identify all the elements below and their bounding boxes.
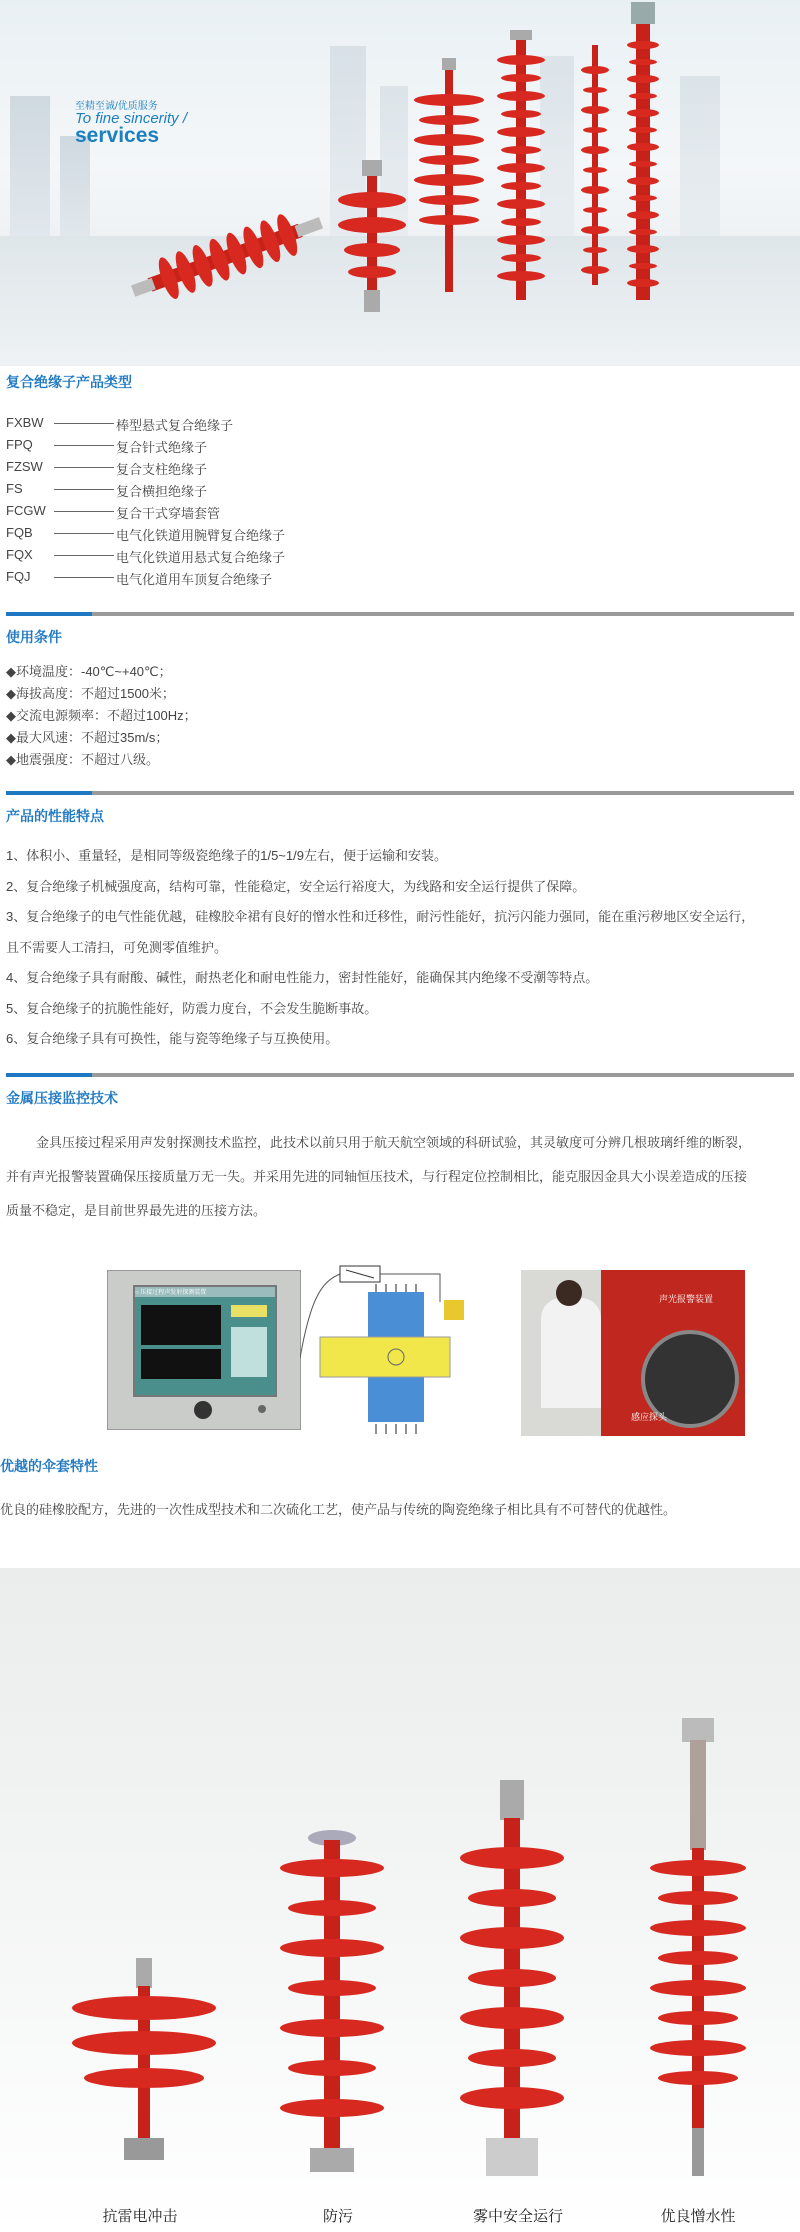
monitor-device-image [107,1270,301,1430]
condition-item: ◆交流电源频率：不超过100Hz； [6,708,197,723]
dash-line [54,467,114,468]
product-name: 复合支柱绝缘子 [116,462,208,477]
insulator-antifouling [280,1830,384,2172]
crimp-diagram [300,1262,470,1438]
shed-products-image [0,1568,800,2208]
feature-item: 1、体积小、重量轻，是相同等级瓷绝缘子的1/5~1/9左右，便于运输和安装。 [6,848,447,863]
monitor-screen [133,1285,277,1397]
caption-lightning: 抗雷电冲击 [102,2208,178,2225]
section-divider [6,791,794,795]
dash-line [54,577,114,578]
dash-line [54,533,114,534]
crimp-title: 金属压接监控技术 [6,1090,118,1106]
indicator-panel [231,1305,267,1317]
product-name: 复合横担绝缘子 [116,484,208,499]
product-code: FQX [6,547,33,562]
insulator-fog [460,1780,564,2176]
divider-accent [6,1073,92,1077]
product-name: 电气化铁道用悬式复合绝缘子 [116,550,286,565]
feature-item: 5、复合绝缘子的抗脆性能好，防震力度台，不会发生脆断事故。 [6,1001,378,1016]
probe-label: 感应探头 [631,1412,668,1422]
tagline-big: services [75,124,160,147]
product-code: FQB [6,525,33,540]
product-code: FCGW [6,503,46,518]
feature-item: 6、复合绝缘子具有可换性，能与瓷等绝缘子与互换使用。 [6,1031,339,1046]
sensor-probe [444,1300,464,1320]
fitting-body [320,1337,450,1377]
knob-icon [258,1405,266,1413]
tagline-mid: To fine sincerity / [75,110,187,127]
conditions-title: 使用条件 [6,629,62,645]
worker-head [556,1280,582,1306]
dash-line [54,423,114,424]
worker-figure [541,1298,601,1408]
product-code: FS [6,481,23,496]
dial-icon [194,1401,212,1419]
product-name: 复合干式穿墙套管 [116,506,221,521]
product-code: FZSW [6,459,43,474]
section-divider [6,612,794,616]
product-code: FQJ [6,569,31,584]
product-types-title: 复合绝缘子产品类型 [6,374,132,390]
alarm-device-label: 声光报警装置 [659,1294,714,1304]
condition-item: ◆最大风速：不超过35m/s； [6,730,169,745]
dash-line [54,445,114,446]
divider-accent [6,612,92,616]
product-name: 电气化道用车顶复合绝缘子 [116,572,273,587]
condition-item: ◆海拔高度：不超过1500米； [6,686,175,701]
section-divider [6,1073,794,1077]
monitor-screen-header: ○ 压接过程声发射探测装置 [135,1287,275,1297]
dash-line [54,511,114,512]
product-code: FPQ [6,437,33,452]
caption-hydrophobic: 优良憎水性 [660,2208,736,2225]
shed-description: 优良的硅橡胶配方，先进的一次性成型技术和二次硫化工艺，使产品与传统的陶瓷绝缘子相比具有不可替代的优越性。 [0,1502,677,1517]
hero-banner [0,0,800,366]
dash-line [54,489,114,490]
crimp-paragraph-line: 质量不稳定，是目前世界最先进的压接方法。 [6,1203,267,1218]
control-panel [231,1327,267,1377]
divider-accent [6,791,92,795]
feature-item: 2、复合绝缘子机械强度高，结构可靠，性能稳定，安全运行裕度大，为线路和安全运行提供了保障。 [6,879,586,894]
caption-fog: 雾中安全运行 [472,2208,563,2225]
feature-item: 且不需要人工清扫，可免测零值维护。 [6,940,228,955]
condition-item: ◆地震强度：不超过八级。 [6,752,159,767]
product-code: FXBW [6,415,44,430]
crimp-paragraph-line: 并有声光报警装置确保压接质量万无一失。并采用先进的同轴恒压技术，与行程定位控制相比，能克服因金具大小误差造成的压接 [6,1169,748,1184]
crimp-machine-photo [521,1270,745,1436]
condition-item: ◆环境温度：-40℃~+40℃； [6,664,172,679]
product-name: 电气化铁道用腕臂复合绝缘子 [116,528,286,543]
insulator-hydrophobic [650,1718,746,2176]
shed-title: 优越的伞套特性 [0,1458,98,1474]
caption-antifouling: 防污 [322,2208,353,2225]
product-name: 棒型悬式复合绝缘子 [116,418,234,433]
product-name: 复合针式绝缘子 [116,440,208,455]
waveform-panel [141,1305,221,1345]
dash-line [54,555,114,556]
feature-item: 3、复合绝缘子的电气性能优越，硅橡胶伞裙有良好的憎水性和迁移性，耐污性能好，抗污闪能力强同，能在重污秽地区安全运行， [6,909,755,924]
features-title: 产品的性能特点 [6,808,104,824]
crimp-paragraph-line: 金具压接过程采用声发射探测技术监控，此技术以前只用于航天航空领域的科研试验，其灵敏度可分辨几根玻璃纤维的断裂， [36,1135,752,1150]
hero-insulators-image [0,0,800,366]
insulator-lightning [72,1958,216,2160]
tagline-small: 至精至诚/优质服务 [75,101,158,112]
feature-item: 4、复合绝缘子具有耐酸、碱性，耐热老化和耐电性能力，密封性能好，能确保其内绝缘不受潮等特点。 [6,970,599,985]
waveform-panel [141,1349,221,1379]
